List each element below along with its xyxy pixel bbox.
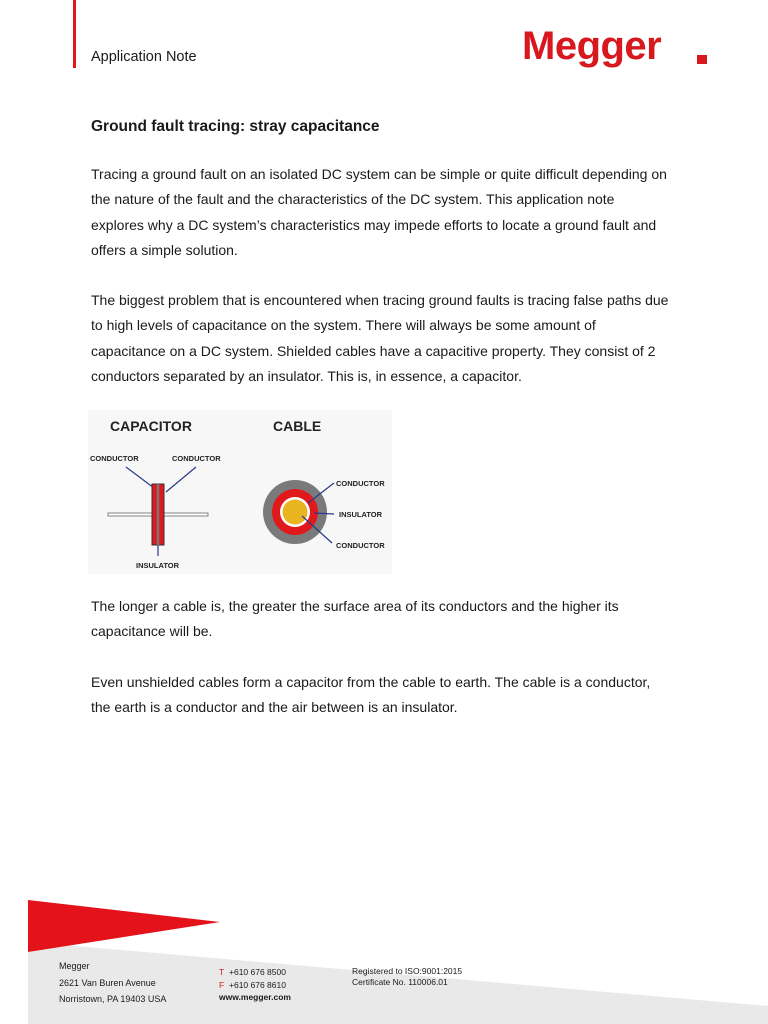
certificate-number: Certificate No. 110006.01 — [352, 977, 448, 987]
telephone-label: T — [219, 967, 225, 977]
capacitance-paragraph: The biggest problem that is encountered when tracing ground faults is tracing false paths due to high levels of capacitance on the system. There will always be some amount of capacitance on a DC system. Shielded cables have a capacitive property. They consist of 2 conductors separated by an insulator. This is, in essence, a capacitor. — [91, 292, 669, 384]
website-link[interactable]: www.megger.com — [219, 992, 291, 1002]
capacitor-conductor-right-label: CONDUCTOR — [172, 454, 221, 463]
header-accent-bar — [73, 0, 76, 68]
footer-street: 2621 Van Buren Avenue — [59, 977, 156, 988]
telephone-number: +610 676 8500 — [229, 967, 286, 977]
cable-title: CABLE — [273, 418, 322, 434]
megger-logo: Megger — [522, 24, 662, 68]
footer-city: Norristown, PA 19403 USA — [59, 994, 167, 1004]
capacitor-title: CAPACITOR — [110, 418, 192, 434]
footer-company: Megger — [59, 961, 90, 971]
unshielded-paragraph: Even unshielded cables form a capacitor from the cable to earth. The cable is a conductor, the earth is a conductor and the air between is an insulator. — [91, 674, 651, 716]
intro-paragraph: Tracing a ground fault on an isolated DC system can be simple or quite difficult depending on the nature of the fault and the characteristics of the DC system. This application note explores why a DC system’s characteristics may impede efforts to locate a ground fault and offers a simple solution. — [91, 166, 667, 258]
capacitor-cable-diagram — [88, 410, 392, 574]
cable-insulator-label: INSULATOR — [339, 510, 383, 519]
cable-length-paragraph: The longer a cable is, the greater the surface area of its conductors and the higher its capacitance will be. — [91, 598, 619, 640]
capacitor-insulator-label: INSULATOR — [136, 561, 180, 570]
cable-conductor-inner-label: CONDUCTOR — [336, 541, 385, 550]
capacitor-conductor-left-label: CONDUCTOR — [90, 454, 139, 463]
fax-label: F — [219, 979, 225, 990]
page-title: Ground fault tracing: stray capacitance — [91, 118, 380, 135]
footer-address — [59, 958, 166, 1008]
iso-registration: Registered to ISO:9001:2015 — [352, 966, 463, 976]
footer-registration — [352, 966, 462, 988]
logo-mark — [697, 55, 707, 64]
fax-number: +610 676 8610 — [229, 979, 286, 990]
cable-conductor-outer-label: CONDUCTOR — [336, 479, 385, 488]
document-type: Application Note — [91, 49, 197, 65]
footer-contact — [219, 966, 291, 1004]
cable-core-conductor — [283, 500, 308, 525]
